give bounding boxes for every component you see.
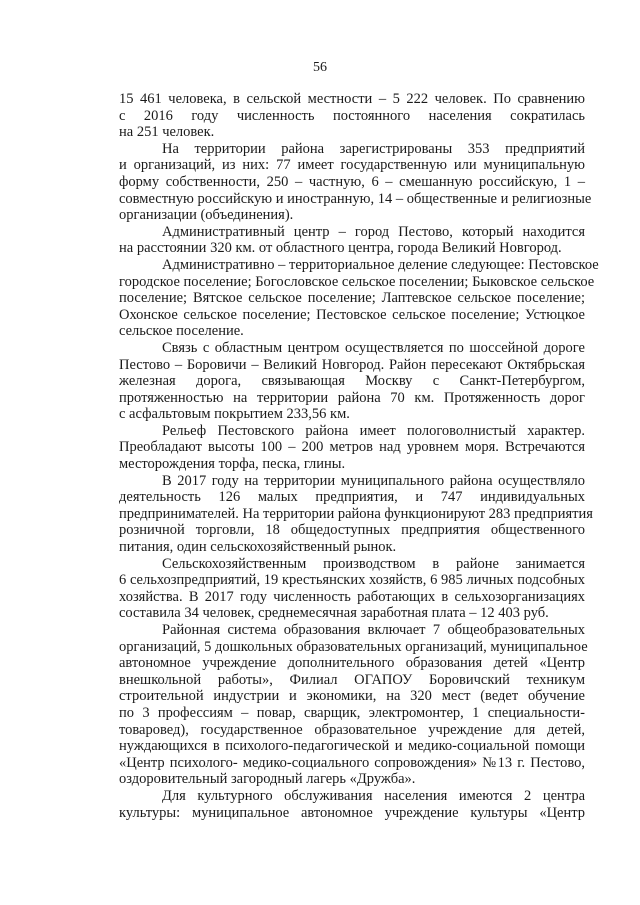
text-line: товаровед), государственное образовательное учреждение для детей, — [119, 721, 585, 738]
text-line: Охонское сельское поселение; Пестовское сельское поселение; Устюцкое — [119, 306, 585, 323]
text-line: питания, один сельскохозяйственный рынок. — [119, 539, 397, 556]
text-line: организаций, 5 дошкольных образовательных организаций, муниципальное — [119, 638, 588, 655]
text-line: нуждающихся в психолого-педагогической и медико-социальной помощи — [119, 738, 585, 755]
text-line: протяженностью на территории района 70 км. Протяженность дорог — [119, 389, 585, 406]
text-line: культуры: муниципальное автономное учреждение культуры «Центр — [119, 804, 585, 821]
text-line: Сельскохозяйственным производством в районе занимается — [162, 555, 585, 572]
text-line: розничной торговли, 18 общедоступных предприятия общественного — [119, 522, 585, 539]
text-line: совместную российскую и иностранную, 14 – общественные и религиозные — [119, 190, 592, 207]
text-line: Рельеф Пестовского района имеет пологоволнистый характер. — [162, 422, 585, 439]
text-line: поселение; Вятское сельское поселение; Лаптевское сельское поселение; — [119, 290, 585, 307]
text-line: В 2017 году на территории муниципального района осуществляло — [162, 472, 585, 489]
text-line: строительной индустрии и экономики, на 320 мест (ведет обучение — [119, 688, 585, 705]
text-line: 15 461 человека, в сельской местности – 5 222 человек. По сравнению — [119, 91, 585, 107]
text-line: и организаций, из них: 77 имеет государственную или муниципальную — [119, 157, 585, 174]
text-line: предпринимателей. На территории района функционируют 283 предприятия — [119, 505, 593, 522]
text-line: железная дорога, связывающая Москву с Санкт-Петербургом, — [119, 373, 585, 390]
text-line: Пестово – Боровичи – Великий Новгород. Район пересекают Октябрьская — [119, 356, 585, 373]
document-body — [119, 91, 599, 821]
text-line: по 3 профессиям – повар, сварщик, электромонтер, 1 специальности- — [119, 704, 585, 721]
text-line: сельское поселение. — [119, 323, 244, 340]
text-line: с 2016 году численность постоянного населения сократилась — [119, 107, 585, 124]
text-line: на расстоянии 320 км. от областного центра, города Великий Новгород. — [119, 240, 562, 257]
text-line: составила 34 человек, среднемесячная заработная плата – 12 403 руб. — [119, 605, 549, 622]
text-line: городское поселение; Богословское сельское поселении; Быковское сельское — [119, 273, 595, 290]
text-line: оздоровительный загородный лагерь «Дружба». — [119, 771, 416, 788]
text-line: на 251 человек. — [119, 124, 215, 141]
text-line: внешкольной работы», Филиал ОГАПОУ Боровичский техникум — [119, 671, 585, 688]
text-line: хозяйства. В 2017 году численность работающих в сельхозорганизациях — [119, 588, 585, 605]
page-number: 56 — [313, 60, 327, 75]
text-line: автономное учреждение дополнительного образования детей «Центр — [119, 655, 585, 672]
text-line: Связь с областным центром осуществляется по шоссейной дороге — [162, 339, 585, 356]
text-line: «Центр психолого- медико-социального сопровождения» №13 г. Пестово, — [119, 754, 585, 771]
text-line: Административный центр – город Пестово, который находится — [162, 223, 585, 240]
text-line: организации (объединения). — [119, 207, 294, 224]
text-line: 6 сельхозпредприятий, 19 крестьянских хозяйств, 6 985 личных подсобных — [119, 572, 585, 589]
text-line: Районная система образования включает 7 общеобразовательных — [162, 622, 585, 638]
text-line: с асфальтовым покрытием 233,56 км. — [119, 406, 350, 423]
text-line: Для культурного обслуживания населения имеются 2 центра — [162, 787, 585, 804]
text-line: Административно – территориальное деление следующее: Пестовское — [162, 256, 599, 273]
text-line: деятельность 126 малых предприятия, и 747 индивидуальных — [119, 489, 585, 506]
text-line: На территории района зарегистрированы 353 предприятий — [162, 140, 585, 157]
text-line: форму собственности, 250 – частную, 6 – смешанную российскую, 1 – — [119, 173, 585, 190]
text-line: месторождения торфа, песка, глины. — [119, 456, 346, 473]
text-line: Преобладают высоты 100 – 200 метров над уровнем моря. Встречаются — [119, 439, 585, 456]
